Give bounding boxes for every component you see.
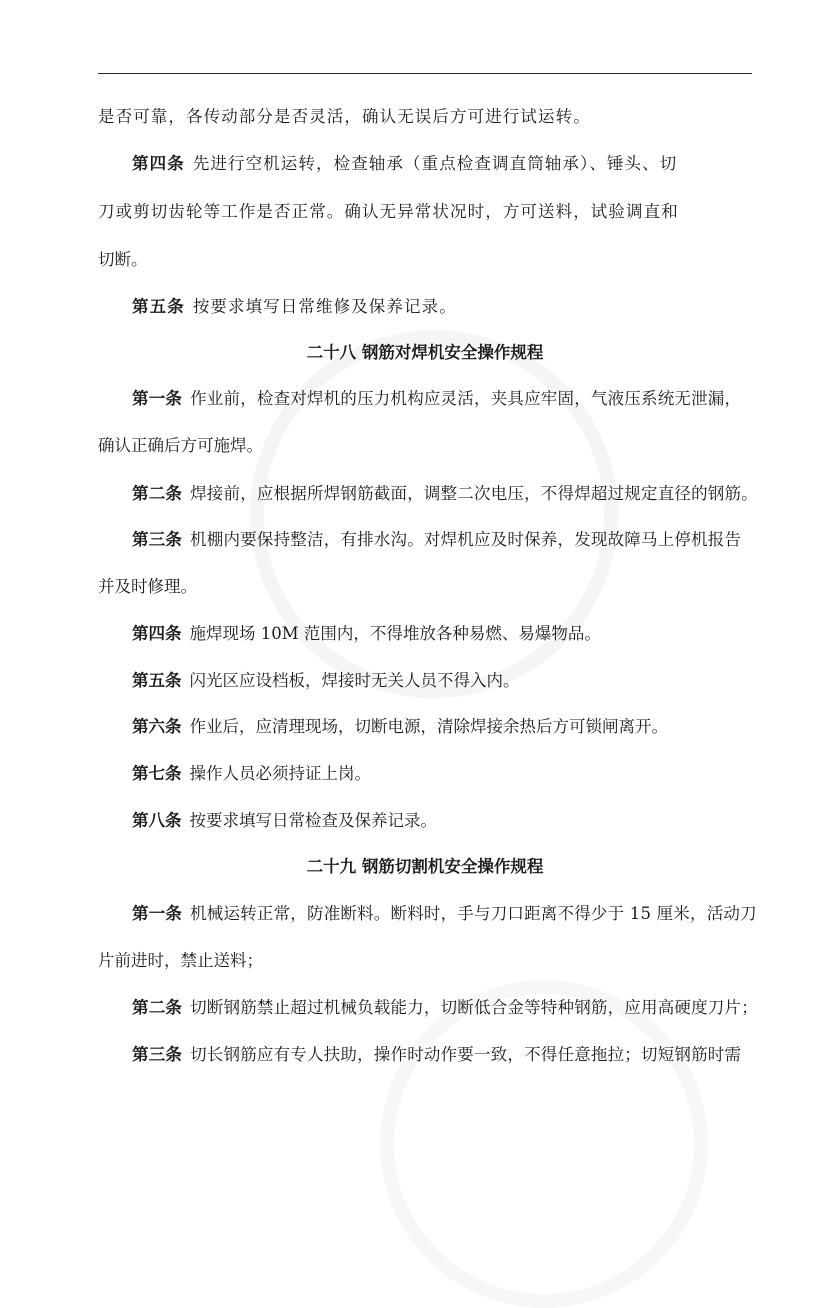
article-line (132, 296, 457, 318)
article-text: 作业前，检查对焊机的压力机构应灵活，夹具应牢固，气液压系统无泄漏， (190, 389, 742, 408)
section-heading: 二十八 钢筋对焊机安全操作规程 (306, 343, 544, 362)
article-line (132, 153, 677, 175)
paragraph-line: 切断。 (98, 250, 148, 269)
article-label: 第二条 (132, 998, 183, 1017)
article-label: 第三条 (132, 1045, 183, 1064)
article-line (132, 903, 757, 925)
article-line (132, 997, 758, 1019)
article-label: 第一条 (132, 389, 183, 408)
article-line (132, 623, 601, 645)
article-line (132, 529, 741, 551)
article-line (132, 483, 758, 505)
article-line (132, 716, 668, 738)
section-heading: 二十九 钢筋切割机安全操作规程 (306, 857, 544, 876)
article-label: 第五条 (132, 297, 185, 316)
article-text: 操作人员必须持证上岗。 (189, 764, 371, 783)
paragraph-line: 是否可靠，各传动部分是否灵活，确认无误后方可进行试运转。 (98, 107, 591, 126)
article-label: 第六条 (132, 717, 182, 736)
paragraph-line: 刀或剪切齿轮等工作是否正常。确认无异常状况时，方可送料，试验调直和 (98, 202, 679, 221)
article-text: 按要求填写日常维修及保养记录。 (192, 297, 457, 316)
article-label: 第一条 (132, 904, 183, 923)
watermark-seal (380, 980, 708, 1308)
paragraph-line: 片前进时，禁止送料； (98, 951, 263, 970)
article-text: 施焊现场 10M 范围内，不得堆放各种易燃、易爆物品。 (189, 624, 601, 643)
article-text: 按要求填写日常检查及保养记录。 (189, 811, 437, 830)
article-text: 机械运转正常，防准断料。断料时，手与刀口距离不得少于 15 厘米，活动刀 (190, 904, 757, 923)
article-label: 第七条 (132, 764, 182, 783)
article-label: 第三条 (132, 530, 183, 549)
article-label: 第四条 (132, 624, 182, 643)
header-rule (98, 73, 752, 74)
article-text: 切断钢筋禁止超过机械负载能力，切断低合金等特种钢筋，应用高硬度刀片； (190, 998, 758, 1017)
article-label: 第五条 (132, 671, 182, 690)
article-text: 切长钢筋应有专人扶助，操作时动作要一致，不得任意拖拉；切短钢筋时需 (190, 1045, 742, 1064)
article-text: 焊接前，应根据所焊钢筋截面，调整二次电压，不得焊超过规定直径的钢筋。 (190, 484, 758, 503)
paragraph-line: 确认正确后方可施焊。 (98, 436, 263, 455)
article-line (132, 810, 437, 832)
article-line (132, 388, 741, 410)
article-text: 机棚内要保持整洁，有排水沟。对焊机应及时保养，发现故障马上停机报告 (190, 530, 742, 549)
article-label: 第八条 (132, 811, 182, 830)
article-line (132, 670, 520, 692)
paragraph-line: 并及时修理。 (98, 577, 197, 596)
article-label: 第二条 (132, 484, 183, 503)
article-line (132, 763, 371, 785)
article-text: 闪光区应设档板，焊接时无关人员不得入内。 (189, 671, 520, 690)
article-label: 第四条 (132, 154, 185, 173)
article-text: 作业后，应清理现场，切断电源，清除焊接余热后方可锁闸离开。 (189, 717, 668, 736)
article-line (132, 1044, 741, 1066)
article-text: 先进行空机运转，检查轴承（重点检查调直筒轴承）、锤头、切 (192, 154, 678, 173)
